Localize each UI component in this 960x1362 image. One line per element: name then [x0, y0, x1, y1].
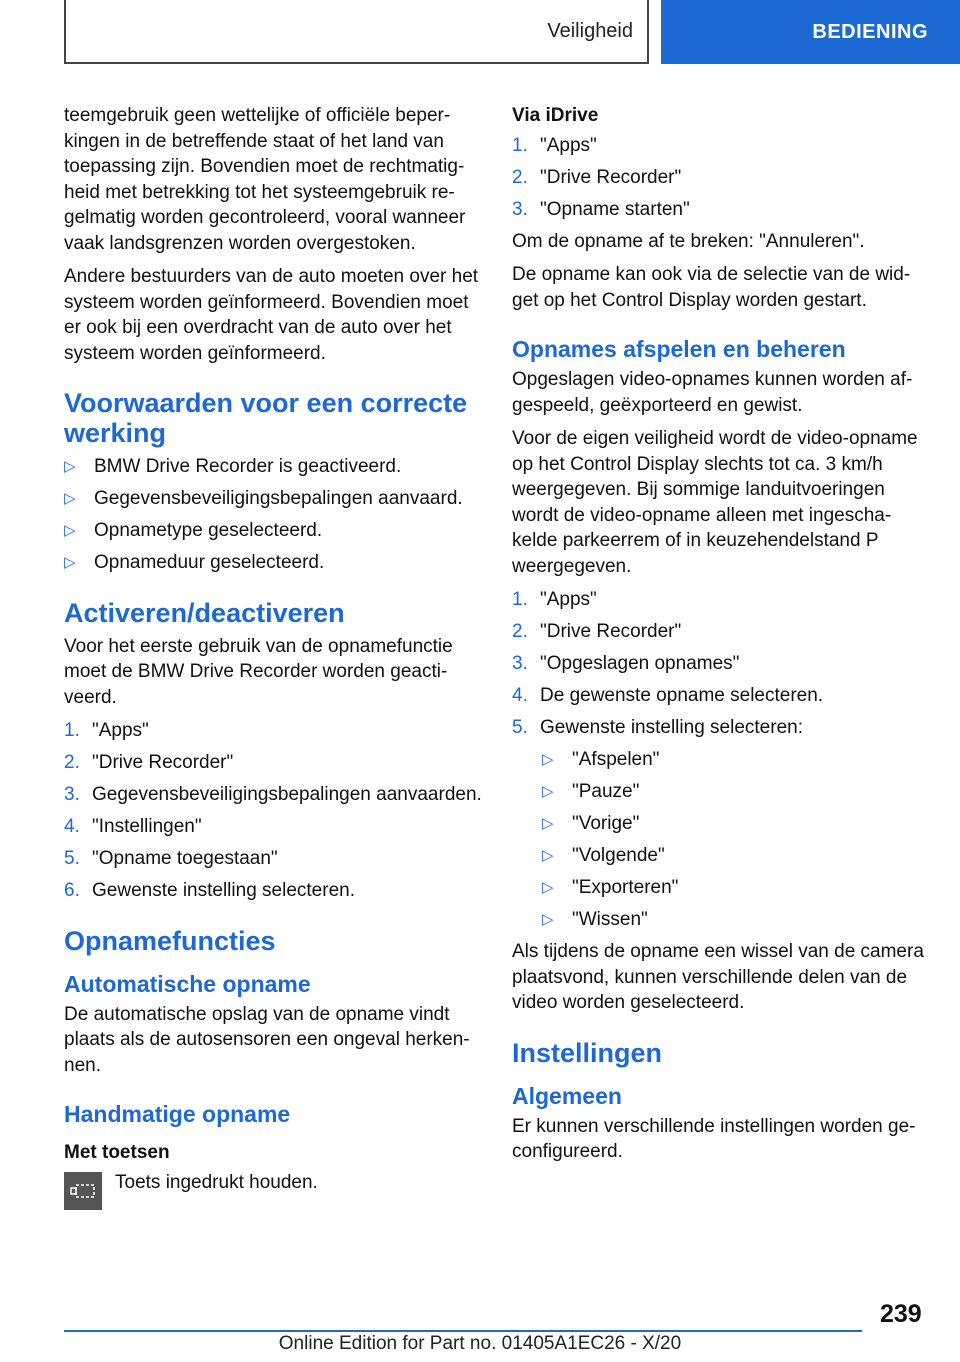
triangle-bullet-icon: ▷ [542, 879, 554, 896]
cancel-text: Om de opname af te breken: "Annuleren". [512, 230, 865, 252]
general-heading: Algemeen [512, 1082, 622, 1109]
list-item: 2. "Drive Recorder" [64, 752, 234, 773]
triangle-bullet-icon: ▷ [542, 783, 554, 800]
list-item: ▷ Opnametype geselecteerd. [64, 518, 484, 544]
list-item: ▷ "Afspelen" [542, 747, 932, 773]
footer-edition: Online Edition for Part no. 01405A1EC26 - X/20 [278, 1333, 682, 1354]
header-section-label: Veiligheid [547, 19, 633, 42]
list-item: ▷ "Volgende" [542, 843, 932, 869]
page-number: 239 [880, 1300, 922, 1328]
header-section-tab [64, 0, 649, 64]
playback-heading: Opnames afspelen en beheren [512, 336, 846, 362]
key-text: Toets ingedrukt houden. [115, 1171, 318, 1193]
manual-heading: Handmatige opname [64, 1101, 291, 1127]
auto-text: De automatische opslag van de opname vindt plaats als de autosensoren een ongeval herken-nen. [64, 1003, 470, 1076]
settings-heading: Instellingen [512, 1037, 663, 1068]
triangle-bullet-icon: ▷ [542, 911, 554, 928]
playback-steps [512, 587, 932, 741]
playback-paragraph-1: Opgeslagen video-opnames kunnen worden af-gespeeld, geëxporteerd en gewist. [512, 369, 913, 416]
keys-heading: Met toetsen [64, 1142, 170, 1163]
list-item: 1. "Apps" [512, 589, 597, 610]
list-item: ▷ Opnameduur geselecteerd. [64, 550, 484, 576]
header-chapter-tab [661, 0, 960, 64]
list-item: 3. "Opname starten" [512, 198, 690, 220]
idrive-heading: Via iDrive [512, 105, 599, 126]
list-item: 2. "Drive Recorder" [512, 166, 682, 188]
list-item: 3. Gegevensbeveiligingsbepalingen aanvaarden. [64, 784, 482, 805]
list-item: ▷ "Wissen" [542, 907, 932, 933]
functions-heading: Opnamefuncties [64, 925, 276, 956]
activate-steps [64, 718, 484, 904]
playback-options [542, 747, 932, 933]
triangle-bullet-icon: ▷ [64, 522, 76, 539]
list-item: ▷ "Exporteren" [542, 875, 932, 901]
activate-text: Voor het eerste gebruik van de opnamefunctie moet de BMW Drive Recorder worden geacti-veerd. [64, 635, 453, 708]
playback-paragraph-2: Voor de eigen veiligheid wordt de video-opname op het Control Display slechts tot ca. 3 km/h weergegeven. Bij sommige landuitvoeringen wordt de video-opname alleen met ingescha-kelde parkeerrem of in keuzehendelstand P weergegeven. [512, 428, 918, 577]
list-item: 4. De gewenste opname selecteren. [512, 685, 824, 706]
list-item: ▷ Gegevensbeveiligingsbepalingen aanvaard. [64, 486, 484, 512]
list-item: 4. "Instellingen" [64, 816, 202, 837]
list-item: 5. "Opname toegestaan" [64, 848, 278, 869]
record-button-icon [64, 1172, 102, 1210]
list-item: 6. Gewenste instelling selecteren. [64, 880, 355, 901]
triangle-bullet-icon: ▷ [64, 554, 76, 571]
list-item: 1. "Apps" [512, 134, 597, 156]
header-chapter-label: BEDIENING [812, 20, 928, 43]
list-item: 1. "Apps" [64, 720, 149, 741]
list-item: ▷ "Vorige" [542, 811, 932, 837]
auto-heading: Automatische opname [64, 970, 311, 997]
list-item: 3. "Opgeslagen opnames" [512, 653, 740, 674]
idrive-steps [512, 133, 932, 223]
left-column [64, 103, 484, 1210]
triangle-bullet-icon: ▷ [542, 751, 554, 768]
general-text: Er kunnen verschillende instellingen worden ge-configureerd. [512, 1115, 916, 1162]
requirements-list [64, 454, 484, 576]
list-item: 5. Gewenste instelling selecteren: [512, 717, 803, 738]
key-row [64, 1170, 484, 1210]
activate-heading: Activeren/deactiveren [64, 597, 345, 628]
camera-text: Als tijdens de opname een wissel van de camera plaatsvond, kunnen verschillende delen van de video worden geselecteerd. [512, 941, 924, 1013]
widget-text: De opname kan ook via de selectie van de wid-get op het Control Display worden gestart. [512, 264, 911, 311]
triangle-bullet-icon: ▷ [64, 490, 76, 507]
intro-paragraph-2: Andere bestuurders van de auto moeten over het systeem worden geïnformeerd. Bovendien moet er ook bij een overdracht van de auto over het systeem worden geïnformeerd. [64, 266, 479, 364]
right-column [512, 103, 932, 1173]
list-item: ▷ "Pauze" [542, 779, 932, 805]
list-item: 2. "Drive Recorder" [512, 621, 682, 642]
intro-paragraph-1: teemgebruik geen wettelijke of officiële beper-kingen in de betreffende staat of het land van toepassing zijn. Bovendien moet de rechtmatig-heid met betrekking tot het systeemgebruik re-gelmatig worden gecontroleerd, vooral wanneer vaak landsgrenzen worden overgestoken. [64, 105, 466, 254]
triangle-bullet-icon: ▷ [64, 458, 76, 475]
requirements-heading: Voorwaarden voor een correcte werking [64, 388, 468, 448]
footer-divider [64, 1330, 862, 1332]
triangle-bullet-icon: ▷ [542, 847, 554, 864]
triangle-bullet-icon: ▷ [542, 815, 554, 832]
list-item: ▷ BMW Drive Recorder is geactiveerd. [64, 454, 484, 480]
